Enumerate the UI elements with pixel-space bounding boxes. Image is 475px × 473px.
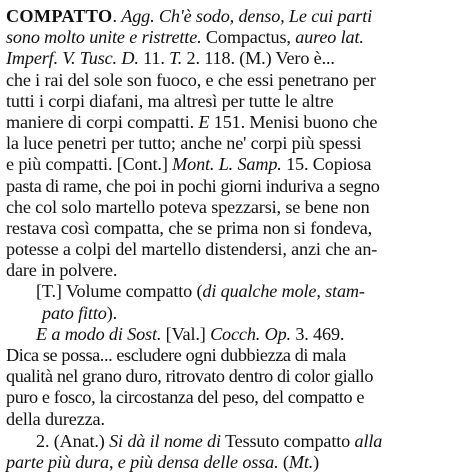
text-segment: ( (278, 451, 289, 472)
entry-line (6, 431, 469, 452)
text-segment: 15. Copiosa (281, 154, 372, 175)
entry-line (6, 387, 469, 408)
italic-text: T. (169, 48, 183, 69)
entry-line (6, 112, 469, 133)
text-segment: 151. Menisi buono che (209, 111, 378, 132)
text-segment: Dica se possa... escludere ogni dubbiezza di mala (6, 345, 346, 365)
text-segment: e più compatti. [Cont.] (6, 154, 173, 175)
italic-text: di qualche mole, stam- (202, 281, 365, 302)
text-segment: maniere di corpi compatti. (6, 111, 199, 132)
text-segment: 11. (138, 48, 170, 69)
italic-text: sono molto unite e ristrette. (6, 27, 202, 48)
entry-line (6, 239, 469, 260)
entry-line (6, 27, 469, 48)
entry-line (6, 260, 469, 281)
text-segment: la luce penetri per tutto; anche ne' corpi più spessi (6, 133, 362, 154)
entry-line (6, 91, 469, 112)
text-segment: 2. 118. (M.) Vero è... (182, 48, 335, 69)
entry-line (6, 218, 469, 239)
italic-text: pato fitto (42, 302, 107, 323)
text-segment: qualità nel grano duro, ritrovato dentro di color giallo (6, 366, 374, 387)
italic-text: Cocch. Op. (210, 323, 291, 344)
text-segment: [T.] Volume compatto ( (36, 281, 203, 302)
text-segment: . (112, 6, 122, 26)
text-segment: [Val.] (161, 323, 211, 344)
text-segment: dare in polvere. (6, 260, 118, 281)
italic-text: Mont. L. Samp. (172, 154, 282, 175)
text-segment: Tessuto compatto (220, 430, 355, 451)
entry-line (6, 197, 469, 218)
text-segment: della durezza. (6, 408, 105, 429)
italic-text: Si dà il nome di (109, 430, 221, 451)
entry-line (6, 154, 469, 175)
entry-line (6, 70, 469, 91)
text-segment: ) (313, 451, 320, 472)
entry-line (6, 6, 469, 27)
headword: COMPATTO (6, 6, 113, 26)
entry-line (6, 409, 469, 430)
entry-line (6, 345, 469, 366)
text-segment: che col solo martello poteva spezzarsi, se bene non (6, 196, 370, 217)
text-segment: 3. 469. (290, 323, 345, 344)
entry-line (6, 48, 469, 69)
italic-text: Imperf. V. Tusc. D. (6, 48, 139, 69)
text-segment: che i rai del sole son fuoco, e che essi penetrano per (6, 69, 376, 90)
italic-text: Agg. Ch'è sodo, denso, Le cui parti (121, 6, 373, 26)
entry-line (6, 133, 469, 154)
italic-text: E a modo di Sost. (36, 323, 162, 344)
text-segment: 2. (Anat.) (36, 430, 110, 451)
italic-text: Mt. (288, 451, 314, 472)
text-segment: puro e fosco, la circostanza del peso, del compatto e (6, 387, 365, 408)
italic-text: alla (354, 430, 383, 451)
italic-text: aureo lat. (295, 27, 364, 48)
entry-line (6, 303, 469, 324)
text-segment: tutti i corpi diafani, ma altresì per tutte le altre (6, 90, 334, 111)
text-segment: pasta di rame, che poi in pochi giorni induriva a segno (6, 175, 380, 196)
italic-text: parte più dura, e più densa delle ossa. (6, 451, 279, 472)
text-segment: Compactus, (201, 27, 296, 48)
text-segment: restava così compatta, che se prima non si fondeva, (6, 217, 373, 238)
entry-line (6, 366, 469, 387)
entry-line (6, 281, 469, 302)
text-segment: ). (106, 302, 117, 323)
text-segment: potesse a colpi del martello distendersi, anzi che an- (6, 239, 378, 260)
entry-line (6, 176, 469, 197)
italic-text: E (198, 111, 210, 132)
entry-line (6, 324, 469, 345)
